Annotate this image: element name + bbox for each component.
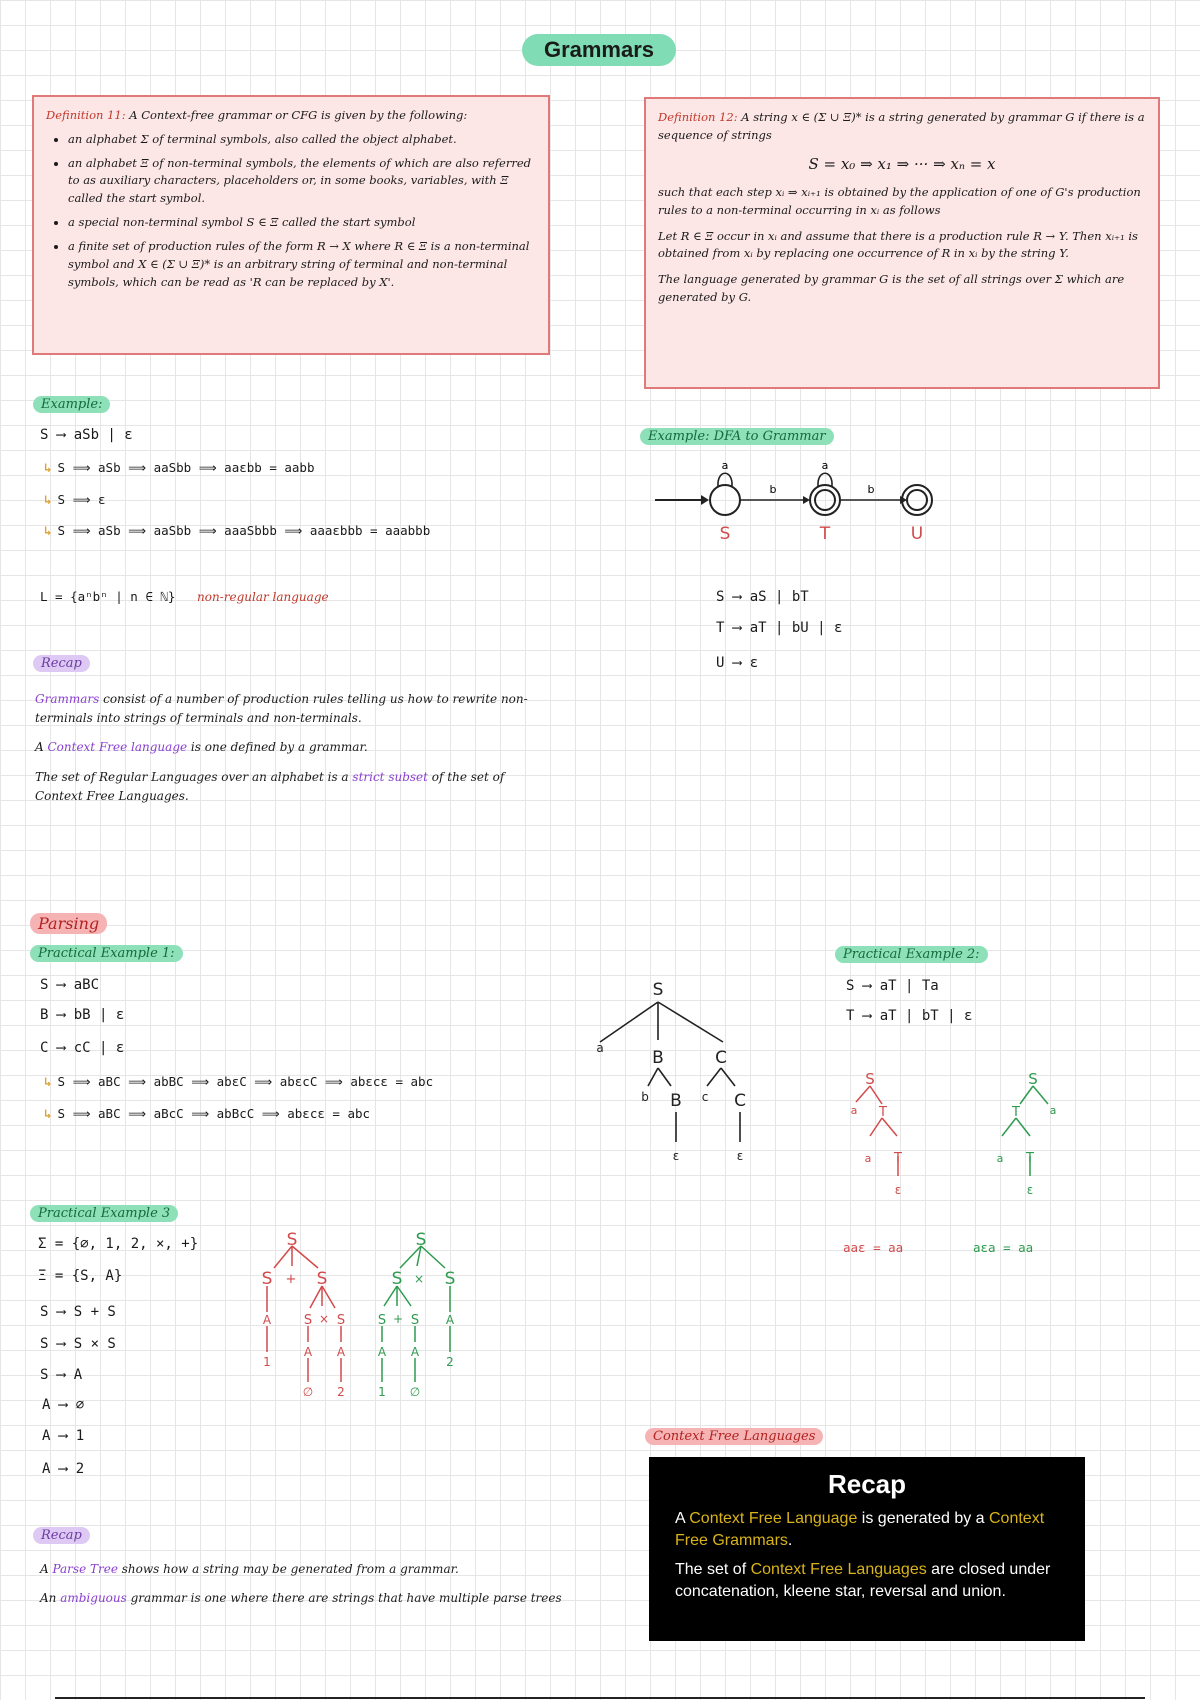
definition-12-paragraph: Let R ∈ Ξ occur in xᵢ and assume that there is a production rule R → Y. Then xᵢ₊₁ is obtained from xᵢ by replacing one occurrence of R in xᵢ by the string Y. [658, 228, 1138, 261]
definition-11-heading: Definition 11: [46, 108, 126, 122]
practical-example-3-label: Practical Example 3 [30, 1205, 178, 1222]
definition-12-paragraph: such that each step xᵢ ⇒ xᵢ₊₁ is obtained by the application of one of G's production rules to a non-terminal occurring in xᵢ as follows [658, 184, 1141, 217]
page-title: Grammars [522, 34, 676, 66]
dfa-state-label: S [719, 524, 731, 544]
recap-box-paragraph: The set of Context Free Languages are closed under concatenation, kleene star, reversal and union. [675, 1561, 1051, 1600]
tree-node-s: S [261, 1269, 273, 1289]
tree-node-s: S [865, 1070, 875, 1088]
tree-node-plus: + [392, 1312, 404, 1326]
tree-node-s: S [1028, 1070, 1038, 1088]
parse-trees-example-2 [840, 1070, 1070, 1240]
tree-node-empty: ∅ [409, 1385, 421, 1399]
return-arrow-icon: ↳ [44, 1074, 52, 1089]
tree-node-a: a [864, 1152, 872, 1165]
parse-tree-example-1 [585, 970, 765, 1170]
definition-12-box [644, 97, 1160, 389]
definition-12-formula: S = x₀ ⇒ x₁ ⇒ ··· ⇒ xₙ = x [808, 154, 996, 173]
definition-11-intro: A Context-free grammar or CFG is given by the following: [129, 108, 468, 122]
ex1-rule: C ⟶ cC | ε [40, 1040, 125, 1056]
language-note: non-regular language [197, 590, 329, 604]
tree-node-a: A [377, 1345, 387, 1359]
recap-line: A Parse Tree shows how a string may be generated from a grammar. [40, 1562, 459, 1576]
recap-line: An ambiguous grammar is one where there are strings that have multiple parse trees [40, 1591, 562, 1606]
recap-text [40, 1560, 570, 1608]
tree-node-s: S [286, 1232, 298, 1250]
definition-12-header [658, 109, 1146, 145]
return-arrow-icon: ↳ [44, 492, 52, 507]
tree-node-s: S [652, 980, 664, 1000]
ex3-rule: S ⟶ S × S [40, 1336, 116, 1352]
definition-12-intro: A string x ∈ (Σ ∪ Ξ)* is a string generated by grammar G if there is a sequence of strings [658, 110, 1145, 142]
recap-line: A Context Free language is one defined by a grammar. [35, 740, 368, 755]
tree-node-s: S [303, 1313, 313, 1328]
tree-node-a: A [303, 1345, 313, 1359]
tree-node-t: T [879, 1105, 887, 1120]
context-free-languages-label: Context Free Languages [645, 1428, 823, 1445]
tree-node-s: S [377, 1313, 387, 1328]
example-derivation: ↳ S ⟹ aSb ⟹ aaSbb ⟹ aaaSbbb ⟹ aaaεbbb = aaabbb [44, 523, 431, 538]
recap-line: The set of Regular Languages over an alphabet is a strict subset of the set of Context Free Languages. [35, 769, 505, 803]
ex3-rule: A ⟶ ∅ [42, 1397, 85, 1413]
ex3-rule: A ⟶ 1 [42, 1428, 85, 1444]
parse-trees-example-3 [250, 1232, 480, 1457]
ex3-rule: Σ = {∅, 1, 2, ×, +} [38, 1236, 199, 1252]
example-rule: S ⟶ aSb | ε [40, 427, 133, 443]
ex2-result: aεa = aa [973, 1240, 1034, 1255]
tree-node-t: T [1012, 1105, 1020, 1120]
ex1-rule: B ⟶ bB | ε [40, 1007, 125, 1023]
tree-node-a: a [1049, 1104, 1057, 1117]
dfa-rule: S ⟶ aS | bT [716, 589, 809, 605]
dfa-loop-label: a [821, 459, 829, 472]
practical-example-1-label: Practical Example 1: [30, 945, 183, 962]
dfa-loop-label: a [721, 459, 729, 472]
tree-node-b: B [670, 1091, 682, 1111]
tree-node-s: S [444, 1269, 456, 1289]
tree-node-s: S [391, 1269, 403, 1289]
practical-example-2-label: Practical Example 2: [835, 946, 988, 963]
tree-node-epsilon: ε [1026, 1183, 1034, 1197]
definition-12-paragraph: The language generated by grammar G is the set of all strings over Σ which are generated by G. [658, 272, 1125, 304]
tree-node-t: T [894, 1151, 902, 1166]
tree-node-c-leaf: c [701, 1090, 709, 1104]
tree-node-a: A [445, 1313, 455, 1327]
tree-node-a: A [262, 1313, 272, 1327]
recap-box-paragraph: A Context Free Language is generated by a Context Free Grammars. [675, 1510, 1045, 1549]
tree-node-s: S [336, 1313, 346, 1328]
recap-label: Recap [33, 655, 90, 672]
tree-node-s: S [410, 1313, 420, 1328]
return-arrow-icon: ↳ [44, 523, 52, 538]
dfa-diagram [645, 455, 945, 545]
example-language: L = {aⁿbⁿ | n ∈ ℕ} non-regular language [40, 589, 329, 604]
tree-node-s: S [415, 1232, 427, 1250]
tree-node-t: T [1026, 1151, 1034, 1166]
dfa-edge-label: b [769, 483, 777, 496]
dfa-edge-arrowhead [803, 496, 810, 504]
example-label: Example: [33, 396, 110, 413]
tree-node-b-leaf: b [641, 1090, 649, 1104]
tree-node-b: B [652, 1048, 664, 1068]
list-item: • an alphabet Σ of terminal symbols, also called the object alphabet. [68, 131, 536, 149]
recap-line: Grammars consist of a number of production rules telling us how to rewrite non-terminals into strings of terminals and non-terminals. [35, 692, 528, 726]
tree-node-epsilon: ε [894, 1183, 902, 1197]
dfa-state-u-accept [907, 490, 927, 510]
tree-node-a: A [410, 1345, 420, 1359]
dfa-state-t-accept [815, 490, 835, 510]
definition-11-box [32, 95, 550, 355]
parsing-label: Parsing [30, 913, 107, 934]
definition-11-list [46, 131, 536, 292]
tree-node-one: 1 [378, 1385, 386, 1399]
list-item: • an alphabet Ξ of non-terminal symbols, the elements of which are also referred to as auxiliary characters, placeholders or, in some books, variables, with Ξ called the start symbol. [68, 155, 536, 208]
return-arrow-icon: ↳ [44, 460, 52, 475]
definition-12-heading: Definition 12: [658, 110, 738, 124]
tree-node-c: C [715, 1048, 727, 1068]
tree-node-a: a [996, 1152, 1004, 1165]
tree-node-one: 1 [263, 1355, 271, 1369]
recap-box-heading: Recap [827, 1469, 907, 1499]
ex1-derivation: ↳ S ⟹ aBC ⟹ aBcC ⟹ abBcC ⟹ abεcε = abc [44, 1106, 371, 1121]
tree-node-epsilon: ε [672, 1149, 680, 1163]
definition-11-header [46, 107, 536, 125]
footer-divider [55, 1697, 1145, 1699]
recap-text [35, 690, 555, 806]
example-derivation: ↳ S ⟹ aSb ⟹ aaSbb ⟹ aaεbb = aabb [44, 460, 315, 475]
ex3-rule: A ⟶ 2 [42, 1461, 85, 1477]
ex1-rule: S ⟶ aBC [40, 977, 100, 993]
dfa-rule: U ⟶ ε [716, 655, 759, 671]
dfa-state-s [710, 485, 740, 515]
return-arrow-icon: ↳ [44, 1106, 52, 1121]
example-derivation: ↳ S ⟹ ε [44, 492, 106, 507]
start-arrowhead [701, 495, 709, 505]
dfa-state-label: T [819, 524, 831, 544]
ex2-rule: S ⟶ aT | Ta [846, 978, 939, 994]
tree-node-two: 2 [337, 1385, 345, 1399]
tree-node-a: a [596, 1041, 604, 1055]
tree-node-a: A [336, 1345, 346, 1359]
recap-box [649, 1457, 1085, 1641]
tree-node-two: 2 [446, 1355, 454, 1369]
ex2-rule: T ⟶ aT | bT | ε [846, 1008, 973, 1024]
tree-node-times: × [318, 1312, 330, 1326]
ex3-rule: Ξ = {S, A} [38, 1268, 123, 1284]
list-item: • a finite set of production rules of the form R → X where R ∈ Ξ is a non-terminal symbol and X ∈ (Σ ∪ Ξ)* is an arbitrary string of terminal and non-terminal symbols, which can be read as 'R can be replaced by X'. [68, 238, 536, 291]
tree-node-c: C [734, 1091, 746, 1111]
tree-node-times: × [413, 1272, 425, 1286]
tree-node-epsilon: ε [736, 1149, 744, 1163]
tree-node-plus: + [285, 1272, 297, 1287]
recap-label: Recap [33, 1527, 90, 1544]
dfa-rule: T ⟶ aT | bU | ε [716, 620, 843, 636]
tree-node-empty: ∅ [302, 1385, 314, 1399]
tree-node-s: S [316, 1269, 328, 1289]
ex3-rule: S ⟶ A [40, 1367, 83, 1383]
tree-node-a: a [850, 1104, 858, 1117]
dfa-edge-label: b [867, 483, 875, 496]
ex2-result: aaε = aa [843, 1240, 904, 1255]
ex3-rule: S ⟶ S + S [40, 1304, 116, 1320]
ex1-derivation: ↳ S ⟹ aBC ⟹ abBC ⟹ abεC ⟹ abεcC ⟹ abεcε = abc [44, 1074, 434, 1089]
dfa-example-label: Example: DFA to Grammar [640, 428, 834, 445]
dfa-state-label: U [910, 524, 924, 544]
list-item: • a special non-terminal symbol S ∈ Ξ called the start symbol [68, 214, 536, 232]
